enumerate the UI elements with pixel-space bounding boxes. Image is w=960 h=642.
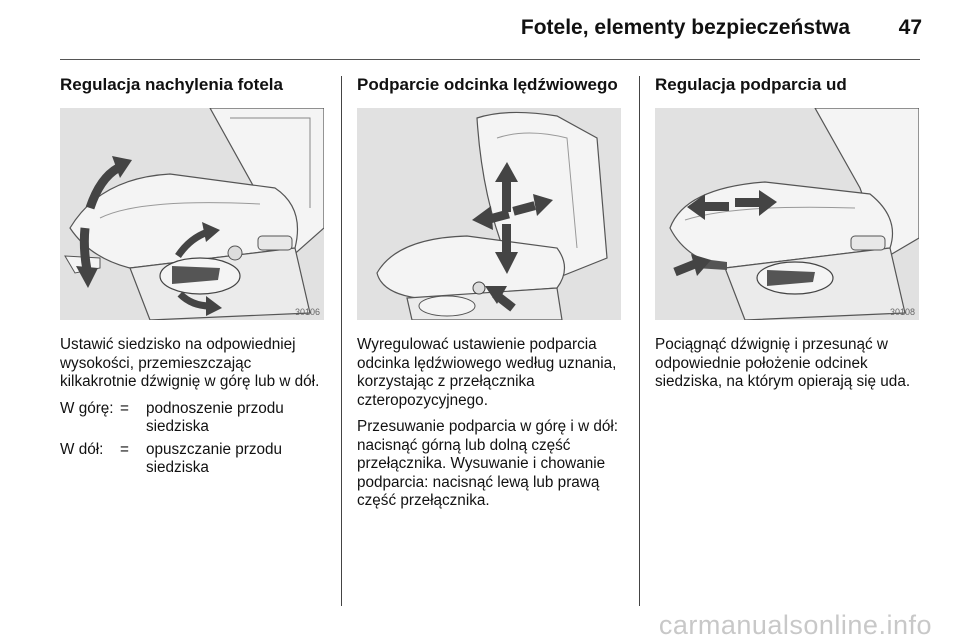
definition-row-down <box>60 441 328 478</box>
seat-tilt-illustration <box>60 108 324 320</box>
lumbar-support-drawing <box>357 108 621 320</box>
definition-term: W dół: <box>60 440 104 458</box>
section-title-thigh-support: Regulacja podparcia ud <box>655 75 847 94</box>
column-divider-2 <box>639 76 640 606</box>
definition-term: W górę: <box>60 399 114 417</box>
header-title: Fotele, elementy bezpieczeństwa <box>520 16 850 39</box>
section-title-lumbar-support: Podparcie odcinka lędźwiowego <box>357 75 618 94</box>
thigh-support-illustration <box>655 108 919 320</box>
watermark: carmanualsonline.info <box>658 610 932 640</box>
instruction-paragraph: Przesuwanie podparcia w górę i w dół: nacisnąć górną lub dolną część przełącznika. Wysuwanie i chowanie podparcia: nacisnąć lewą lub prawą część przełącznika. <box>357 418 619 509</box>
seat-tilt-drawing <box>60 108 324 320</box>
thigh-support-drawing <box>655 108 919 320</box>
page-number: 47 <box>898 16 922 39</box>
section-thigh-support <box>655 74 923 400</box>
instruction-paragraph: Wyregulować ustawienie podparcia odcinka lędźwiowego według uznania, korzystając z przełącznika czteropozycyjnego. <box>357 336 617 409</box>
section-seat-tilt <box>60 74 328 482</box>
header-divider <box>60 59 920 60</box>
figure-code: 30108 <box>889 307 915 317</box>
definition-text: podnoszenie przodu siedziska <box>146 399 284 435</box>
figure-code: 30106 <box>294 307 320 317</box>
lumbar-support-illustration <box>357 108 621 320</box>
definition-equals: = <box>120 440 129 458</box>
instruction-paragraph: Pociągnąć dźwignię i przesunąć w odpowiednie położenie odcinek siedziska, na którym opierają się uda. <box>655 336 911 390</box>
definition-equals: = <box>120 399 129 417</box>
instruction-paragraph: Ustawić siedzisko na odpowiedniej wysokości, przemieszczając kilkakrotnie dźwignię w górę lub w dół. <box>60 336 320 390</box>
definition-text: opuszczanie przodu siedziska <box>146 440 283 476</box>
definition-row-up <box>60 400 328 437</box>
column-divider-1 <box>341 76 342 606</box>
section-lumbar-support <box>357 74 625 519</box>
section-title-seat-tilt: Regulacja nachylenia fotela <box>60 75 283 94</box>
